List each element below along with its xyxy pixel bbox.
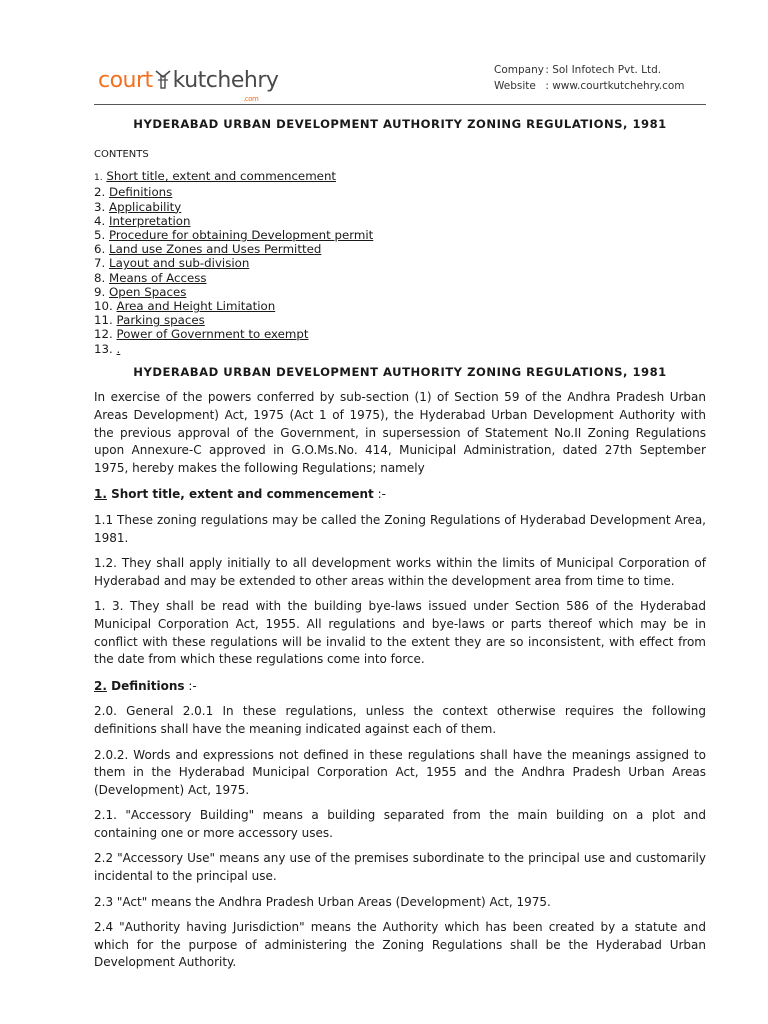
document-title-repeat: HYDERABAD URBAN DEVELOPMENT AUTHORITY ZONING REGULATIONS, 1981 [133, 364, 667, 379]
section-1-number[interactable]: 1. [94, 487, 107, 502]
gavel-icon [154, 68, 172, 90]
toc-link[interactable]: . [116, 341, 121, 356]
toc-number: 3. [94, 199, 106, 214]
toc-link[interactable]: Area and Height Limitation [116, 299, 276, 314]
toc-link[interactable]: Open Spaces [109, 284, 187, 299]
section-2-heading [94, 678, 706, 696]
document-title: HYDERABAD URBAN DEVELOPMENT AUTHORITY ZONING REGULATIONS, 1981 [133, 117, 667, 131]
toc-item [94, 228, 706, 242]
toc-number: 7. [94, 256, 106, 271]
toc-number: 8. [94, 270, 106, 285]
logo-com-text: .com [243, 95, 259, 103]
toc-item [94, 256, 706, 270]
section-2-para: 2.4 "Authority having Jurisdiction" means the Authority which has been created by a statute and which for the purpose of administering the Zoning Regulations shall be the Hyderabad Urban Development Authority. [94, 920, 706, 970]
toc-item [94, 327, 706, 341]
toc-number: 5. [94, 228, 106, 242]
courtkutchehry-logo[interactable] [98, 68, 279, 103]
company-info [494, 62, 685, 94]
toc-link[interactable]: Definitions [109, 185, 173, 200]
section-1-title: Short title, extent and commencement [111, 487, 374, 502]
section-2-suffix: :- [184, 678, 197, 693]
section-2-para: 2.1. "Accessory Building" means a building separated from the main building on a plot and containing one or more accessory uses. [94, 808, 706, 840]
company-value: : Sol Infotech Pvt. Ltd. [545, 64, 662, 76]
section-1-para: 1.2. They shall apply initially to all development works within the limits of Municipal Corporation of Hyderabad and may be extended to other areas within the development area from time to time. [94, 556, 706, 588]
company-label: Company [494, 64, 544, 76]
section-1-para: 1.1 These zoning regulations may be called the Zoning Regulations of Hyderabad Development Area, 1981. [94, 512, 706, 545]
contents-label: CONTENTS [94, 148, 149, 160]
logo-court-text: court [98, 68, 153, 93]
toc-item [94, 299, 706, 313]
toc-number: 1. [94, 173, 103, 184]
intro-paragraph: In exercise of the powers conferred by sub-section (1) of Section 59 of the Andhra Pradesh Urban Areas Development) Act, 1975 (Act 1 of 1975), the Hyderabad Urban Development Authority with the previous approval of the Government, in supersession of Statement No.II Zoning Regulations upon Annexure-C approved in G.O.Ms.No. 414, Municipal Administration, dated 27th September 1975, hereby makes the following Regulations; namely [94, 390, 706, 475]
toc-item [94, 214, 706, 228]
document-header [94, 58, 706, 105]
toc-link[interactable]: Land use Zones and Uses Permitted [109, 242, 322, 257]
section-2-para: 2.2 "Accessory Use" means any use of the premises subordinate to the principal use and customarily incidental to the principal use. [94, 851, 706, 884]
section-2-number[interactable]: 2. [94, 678, 107, 693]
document-body [94, 116, 706, 972]
toc-number: 2. [94, 185, 106, 200]
toc-number: 6. [94, 242, 106, 257]
website-row [494, 78, 685, 94]
toc-link[interactable]: Short title, extent and commencement [106, 169, 337, 184]
toc-item [94, 285, 706, 299]
section-2-para: 2.0.2. Words and expressions not defined in these regulations shall have the meanings assigned to them in the Hyderabad Municipal Corporation Act, 1955 and the Andhra Pradesh Urban Areas (Development) Act, 1975. [94, 747, 706, 797]
toc-link[interactable]: Applicability [109, 199, 182, 214]
toc-number: 11. [94, 313, 113, 328]
toc-number: 12. [94, 327, 113, 342]
table-of-contents [94, 169, 706, 356]
toc-item [94, 242, 706, 256]
toc-number: 13. [94, 341, 113, 356]
section-2-para: 2.3 "Act" means the Andhra Pradesh Urban Areas (Development) Act, 1975. [94, 894, 551, 909]
toc-item [94, 200, 706, 214]
toc-item [94, 271, 706, 285]
toc-item [94, 342, 706, 356]
toc-link[interactable]: Layout and sub-division [109, 256, 250, 271]
toc-item [94, 185, 706, 199]
toc-link[interactable]: Parking spaces [116, 313, 205, 328]
section-2-para: 2.0. General 2.0.1 In these regulations, unless the context otherwise requires the following definitions shall have the meaning indicated against each of them. [94, 704, 706, 736]
toc-number: 9. [94, 284, 106, 299]
toc-item [94, 313, 706, 327]
toc-item [94, 169, 706, 185]
section-1-para: 1. 3. They shall be read with the building bye-laws issued under Section 586 of the Hyderabad Municipal Corporation Act, 1955. All regulations and bye-laws or parts thereof which may be in conflict with these regulations will be invalid to the extent they are so inconsistent, with effect from the date from which these regulations come into force. [94, 599, 706, 667]
toc-number: 4. [94, 213, 106, 228]
logo-kutchehry-text: kutchehry [172, 68, 279, 93]
toc-link[interactable]: Procedure for obtaining Development permit [109, 228, 374, 242]
toc-link[interactable]: Interpretation [109, 213, 191, 228]
company-row [494, 62, 685, 78]
toc-number: 10. [94, 299, 113, 314]
section-1-heading [94, 486, 706, 504]
website-value[interactable]: : www.courtkutchehry.com [545, 80, 685, 92]
section-1-suffix: :- [373, 487, 386, 502]
website-label: Website [494, 80, 536, 92]
section-2-title: Definitions [111, 678, 185, 693]
toc-link[interactable]: Power of Government to exempt [116, 327, 309, 342]
toc-link[interactable]: Means of Access [109, 270, 207, 285]
